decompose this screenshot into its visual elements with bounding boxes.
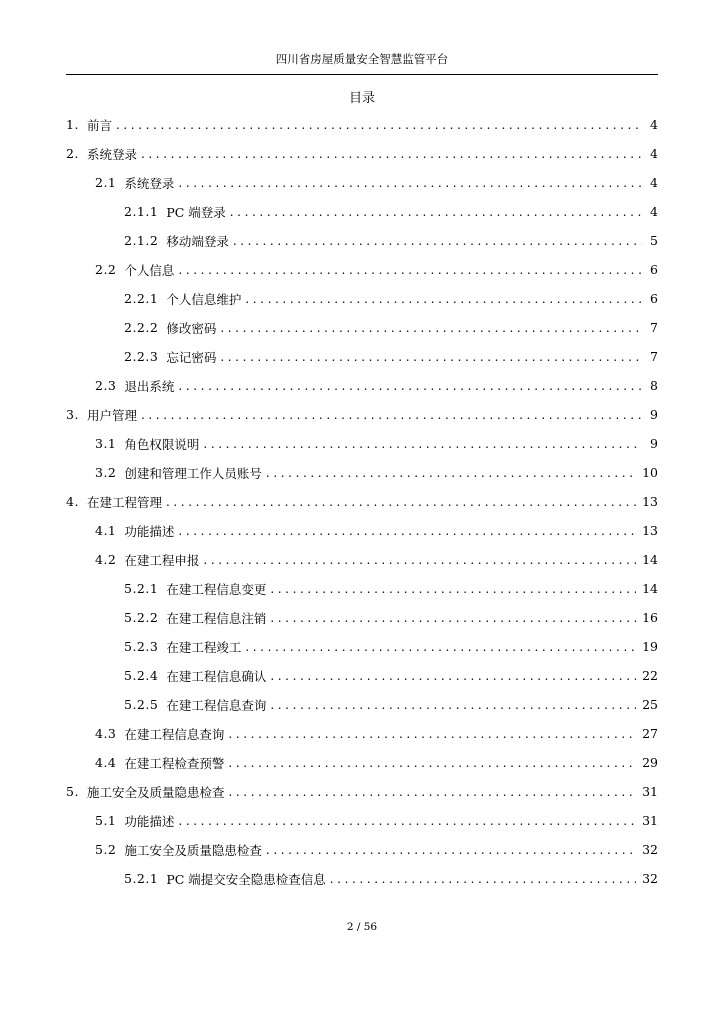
toc-entry[interactable]: [66, 777, 658, 806]
toc-entry[interactable]: [66, 168, 658, 197]
toc-heading: 目录: [348, 91, 375, 106]
toc-entry-title: 系统登录: [124, 175, 175, 191]
toc-entry-title: 在建工程申报: [124, 552, 200, 568]
toc-entry[interactable]: [66, 748, 658, 777]
dot-leader: [203, 553, 636, 567]
toc-entry-page: 31: [642, 813, 658, 828]
toc-entry-number: 4.3: [95, 726, 117, 741]
toc-entry[interactable]: [66, 110, 658, 139]
toc-entry[interactable]: [66, 197, 658, 226]
dot-leader: [228, 727, 636, 741]
toc-entry[interactable]: [66, 371, 658, 400]
page-number: 2 / 56: [346, 921, 378, 933]
toc-entry-number: 4.1: [95, 523, 117, 538]
dot-leader: [270, 698, 636, 712]
toc-entry-page: 32: [642, 871, 658, 886]
toc-entry[interactable]: [66, 835, 658, 864]
toc-entry-page: 7: [650, 320, 658, 335]
toc-entry-number: 2.2.2: [124, 320, 159, 335]
toc-entry-number: 2.3: [95, 378, 117, 393]
dot-leader: [233, 234, 642, 248]
toc-entry-page: 16: [642, 610, 658, 625]
toc-entry-title: 角色权限说明: [124, 436, 200, 452]
toc-entry-page: 14: [642, 581, 658, 596]
toc-entry[interactable]: [66, 255, 658, 284]
dot-leader: [230, 205, 642, 219]
toc-entry[interactable]: [66, 139, 658, 168]
toc-entry-number: 5.2.1: [124, 581, 159, 596]
toc-entry-number: 5.2.2: [124, 610, 159, 625]
toc-entry-title: PC 端提交安全隐患检查信息: [166, 871, 326, 887]
toc-entry[interactable]: [66, 690, 658, 719]
toc-entry-page: 4: [650, 117, 658, 132]
dot-leader: [220, 350, 642, 364]
toc-entry-title: 施工安全及质量隐患检查: [86, 784, 225, 800]
toc-entry[interactable]: [66, 864, 658, 893]
toc-entry-title: 在建工程管理: [86, 494, 162, 510]
toc-entry-title: 创建和管理工作人员账号: [124, 465, 262, 481]
toc-entry-page: 10: [642, 465, 658, 480]
toc-entry-page: 9: [650, 436, 658, 451]
toc-entry-page: 25: [642, 697, 658, 712]
toc-entry-page: 8: [650, 378, 658, 393]
toc-entry-title: PC 端登录: [166, 204, 226, 220]
toc-entry[interactable]: [66, 487, 658, 516]
toc-entry-number: 1.: [66, 117, 79, 132]
toc-entry-number: 2.2: [95, 262, 117, 277]
toc-entry-number: 5.1: [95, 813, 117, 828]
toc-entry-title: 个人信息维护: [166, 291, 242, 307]
toc-entry-number: 2.1.2: [124, 233, 159, 248]
toc-entry-number: 3.2: [95, 465, 117, 480]
toc-entry-number: 5.2.3: [124, 639, 159, 654]
toc-entry-number: 4.2: [95, 552, 117, 567]
toc-entry-number: 5.: [66, 784, 79, 799]
toc-entry-page: 31: [642, 784, 658, 799]
toc-entry[interactable]: [66, 458, 658, 487]
table-of-contents: [66, 110, 658, 893]
toc-entry-number: 5.2.5: [124, 697, 159, 712]
toc-entry-page: 13: [642, 523, 658, 538]
toc-entry-page: 22: [642, 668, 658, 683]
toc-entry-page: 4: [650, 146, 658, 161]
toc-entry[interactable]: [66, 342, 658, 371]
dot-leader: [228, 785, 636, 799]
toc-entry[interactable]: [66, 719, 658, 748]
dot-leader: [228, 756, 636, 770]
toc-entry-page: 7: [650, 349, 658, 364]
toc-entry-page: 14: [642, 552, 658, 567]
dot-leader: [178, 524, 636, 538]
toc-entry-title: 前言: [86, 117, 112, 133]
dot-leader: [220, 321, 642, 335]
toc-entry-number: 4.4: [95, 755, 117, 770]
dot-leader: [178, 263, 642, 277]
toc-entry[interactable]: [66, 429, 658, 458]
toc-entry-page: 9: [650, 407, 658, 422]
toc-entry-title: 在建工程检查预警: [124, 755, 225, 771]
toc-entry-number: 2.1: [95, 175, 117, 190]
toc-entry-page: 19: [642, 639, 658, 654]
dot-leader: [270, 582, 636, 596]
toc-entry-title: 功能描述: [124, 813, 175, 829]
toc-entry-page: 29: [642, 755, 658, 770]
toc-entry[interactable]: [66, 806, 658, 835]
toc-entry-title: 用户管理: [86, 407, 137, 423]
toc-entry-page: 4: [650, 175, 658, 190]
dot-leader: [166, 495, 636, 509]
toc-entry[interactable]: [66, 545, 658, 574]
toc-entry[interactable]: [66, 226, 658, 255]
toc-entry-page: 5: [650, 233, 658, 248]
toc-entry-title: 在建工程竣工: [166, 639, 242, 655]
toc-entry-title: 修改密码: [166, 320, 217, 336]
toc-entry-number: 2.1.1: [124, 204, 159, 219]
dot-leader: [245, 640, 636, 654]
toc-entry-title: 在建工程信息变更: [166, 581, 267, 597]
toc-entry-page: 6: [650, 262, 658, 277]
dot-leader: [141, 147, 642, 161]
dot-leader: [266, 843, 636, 857]
toc-entry-number: 4.: [66, 494, 79, 509]
toc-entry-number: 2.2.1: [124, 291, 159, 306]
dot-leader: [266, 466, 636, 480]
dot-leader: [203, 437, 642, 451]
dot-leader: [178, 379, 642, 393]
dot-leader: [178, 814, 636, 828]
toc-entry-title: 系统登录: [86, 146, 137, 162]
toc-entry-number: 5.2.4: [124, 668, 159, 683]
page-footer: [0, 921, 724, 933]
toc-entry-title: 在建工程信息查询: [166, 697, 267, 713]
toc-entry-title: 退出系统: [124, 378, 175, 394]
toc-entry-title: 施工安全及质量隐患检查: [124, 842, 262, 858]
toc-entry-title: 功能描述: [124, 523, 175, 539]
toc-entry-page: 6: [650, 291, 658, 306]
toc-entry-number: 2.2.3: [124, 349, 159, 364]
toc-entry-number: 3.: [66, 407, 79, 422]
dot-leader: [270, 611, 636, 625]
toc-entry-title: 移动端登录: [166, 233, 229, 249]
toc-entry-title: 在建工程信息确认: [166, 668, 267, 684]
dot-leader: [270, 669, 636, 683]
dot-leader: [245, 292, 642, 306]
dot-leader: [178, 176, 642, 190]
dot-leader: [330, 872, 636, 886]
dot-leader: [141, 408, 642, 422]
toc-entry-title: 个人信息: [124, 262, 175, 278]
header-title: 四川省房屋质量安全智慧监管平台: [275, 52, 449, 66]
page-header: [66, 50, 658, 75]
toc-entry[interactable]: [66, 516, 658, 545]
dot-leader: [116, 118, 642, 132]
toc-entry[interactable]: [66, 284, 658, 313]
toc-entry[interactable]: [66, 632, 658, 661]
toc-entry-title: 在建工程信息注销: [166, 610, 267, 626]
toc-entry-page: 13: [642, 494, 658, 509]
toc-entry[interactable]: [66, 313, 658, 342]
toc-entry[interactable]: [66, 603, 658, 632]
toc-entry[interactable]: [66, 574, 658, 603]
toc-entry-title: 在建工程信息查询: [124, 726, 225, 742]
toc-entry[interactable]: [66, 661, 658, 690]
toc-entry[interactable]: [66, 400, 658, 429]
toc-entry-number: 3.1: [95, 436, 117, 451]
toc-entry-number: 5.2: [95, 842, 117, 857]
toc-entry-number: 5.2.1: [124, 871, 159, 886]
toc-entry-page: 32: [642, 842, 658, 857]
toc-entry-page: 4: [650, 204, 658, 219]
toc-entry-page: 27: [642, 726, 658, 741]
toc-entry-title: 忘记密码: [166, 349, 217, 365]
toc-entry-number: 2.: [66, 146, 79, 161]
